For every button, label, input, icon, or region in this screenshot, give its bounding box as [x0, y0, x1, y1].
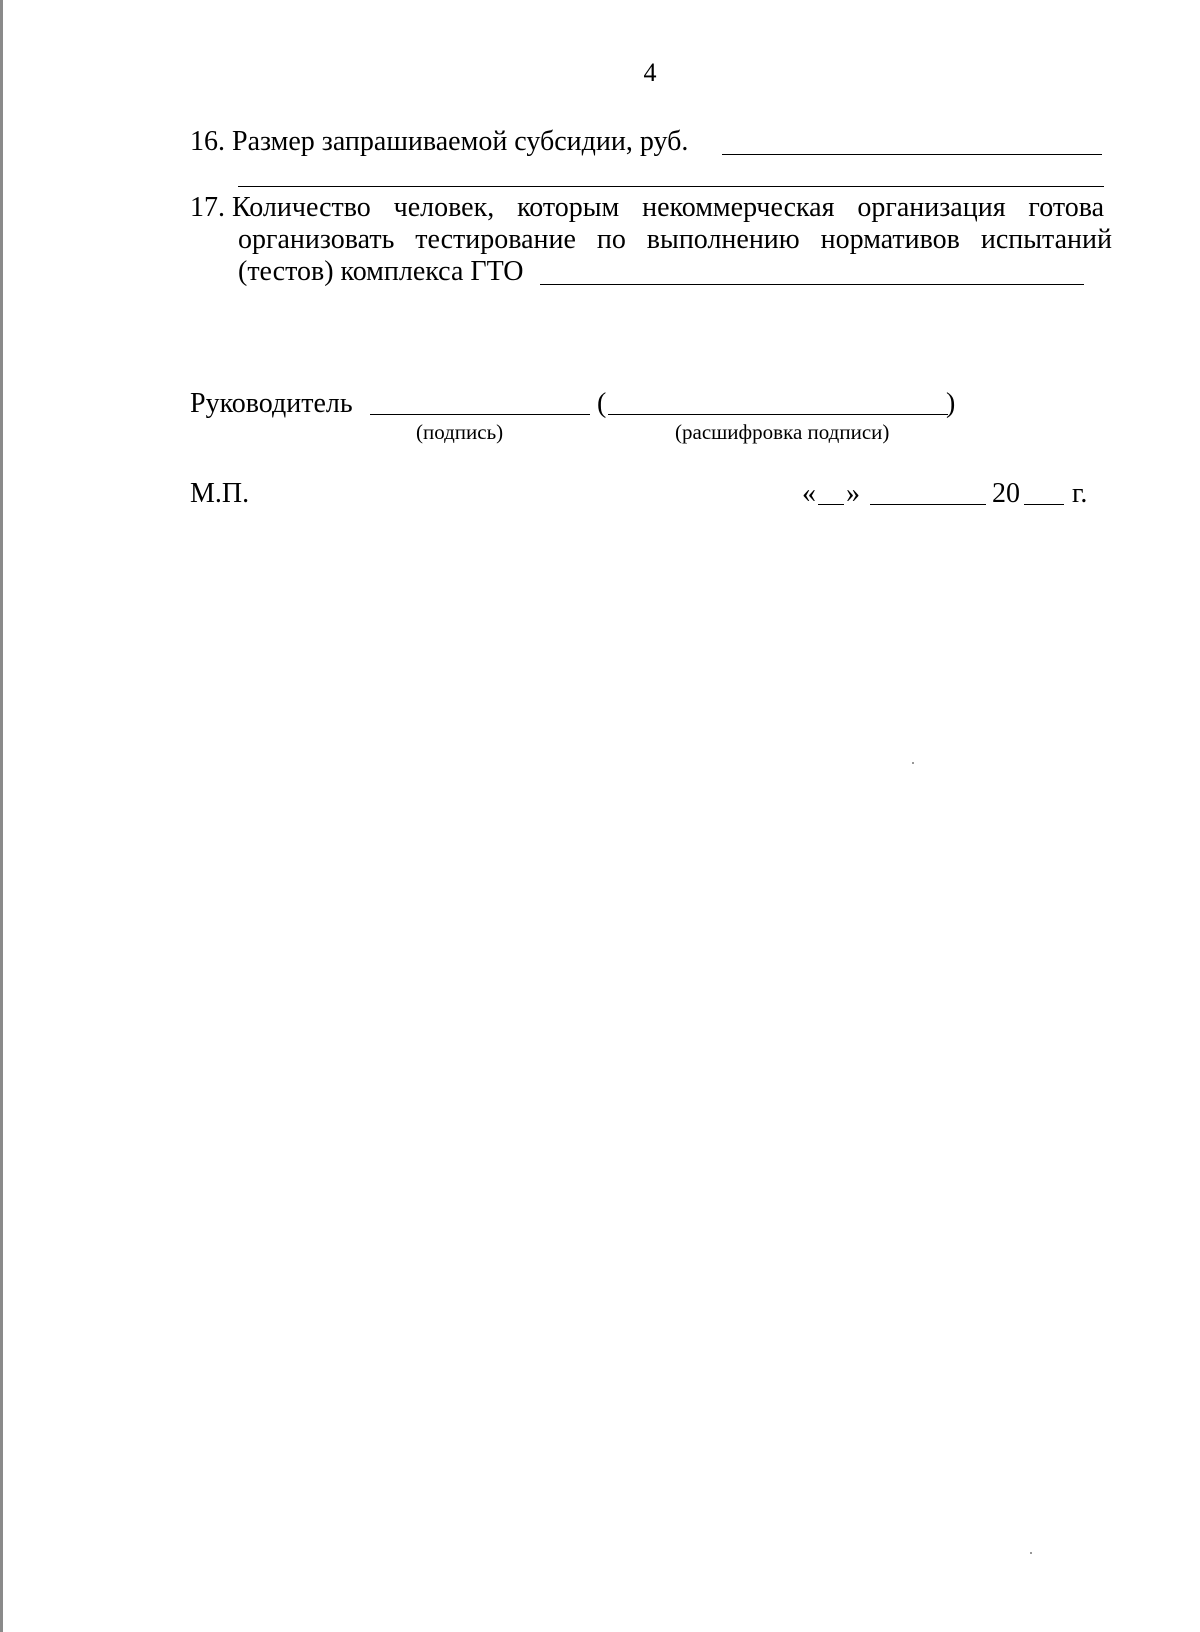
item-17-line-3 [238, 256, 524, 288]
item-17-text-line-2: организовать тестирование по выполнению нормативов испытаний [238, 224, 1112, 255]
item-16-text: Размер запрашиваемой субсидии, руб. [232, 126, 689, 157]
item-17-line-2 [238, 224, 1112, 256]
signature-caption: (подпись) [416, 420, 504, 444]
item-17-text-line-3: (тестов) комплекса ГТО [238, 256, 524, 287]
scan-speck [912, 762, 914, 764]
date-open-quote: « [802, 478, 816, 509]
scan-speck [1030, 1552, 1032, 1554]
date-close-quote: » [846, 478, 860, 509]
item-17-line-1 [190, 192, 1112, 224]
item-17-number: 17. [190, 192, 225, 223]
date-month-field[interactable] [870, 504, 986, 505]
page-number: 4 [643, 58, 657, 87]
close-paren: ) [946, 388, 956, 419]
scan-edge [0, 0, 3, 1632]
subsidy-amount-field-continued[interactable] [238, 186, 1104, 187]
date-year-suffix: г. [1072, 478, 1088, 509]
signature-decoding-caption: (расшифровка подписи) [675, 420, 890, 444]
item-17-text-line-1: Количество человек, которым некоммерческая организация готова [232, 192, 1104, 223]
stamp-label: М.П. [190, 478, 250, 509]
signature-decoding-field[interactable] [608, 414, 948, 415]
item-16 [190, 126, 688, 158]
open-paren: ( [597, 388, 607, 419]
head-label: Руководитель [190, 388, 353, 419]
item-16-number: 16. [190, 126, 225, 157]
date-year-field[interactable] [1024, 504, 1064, 505]
date-year-prefix: 20 [992, 478, 1020, 509]
signature-field[interactable] [370, 414, 590, 415]
subsidy-amount-field[interactable] [722, 154, 1102, 155]
people-count-field[interactable] [540, 284, 1084, 285]
date-day-field[interactable] [818, 504, 844, 505]
